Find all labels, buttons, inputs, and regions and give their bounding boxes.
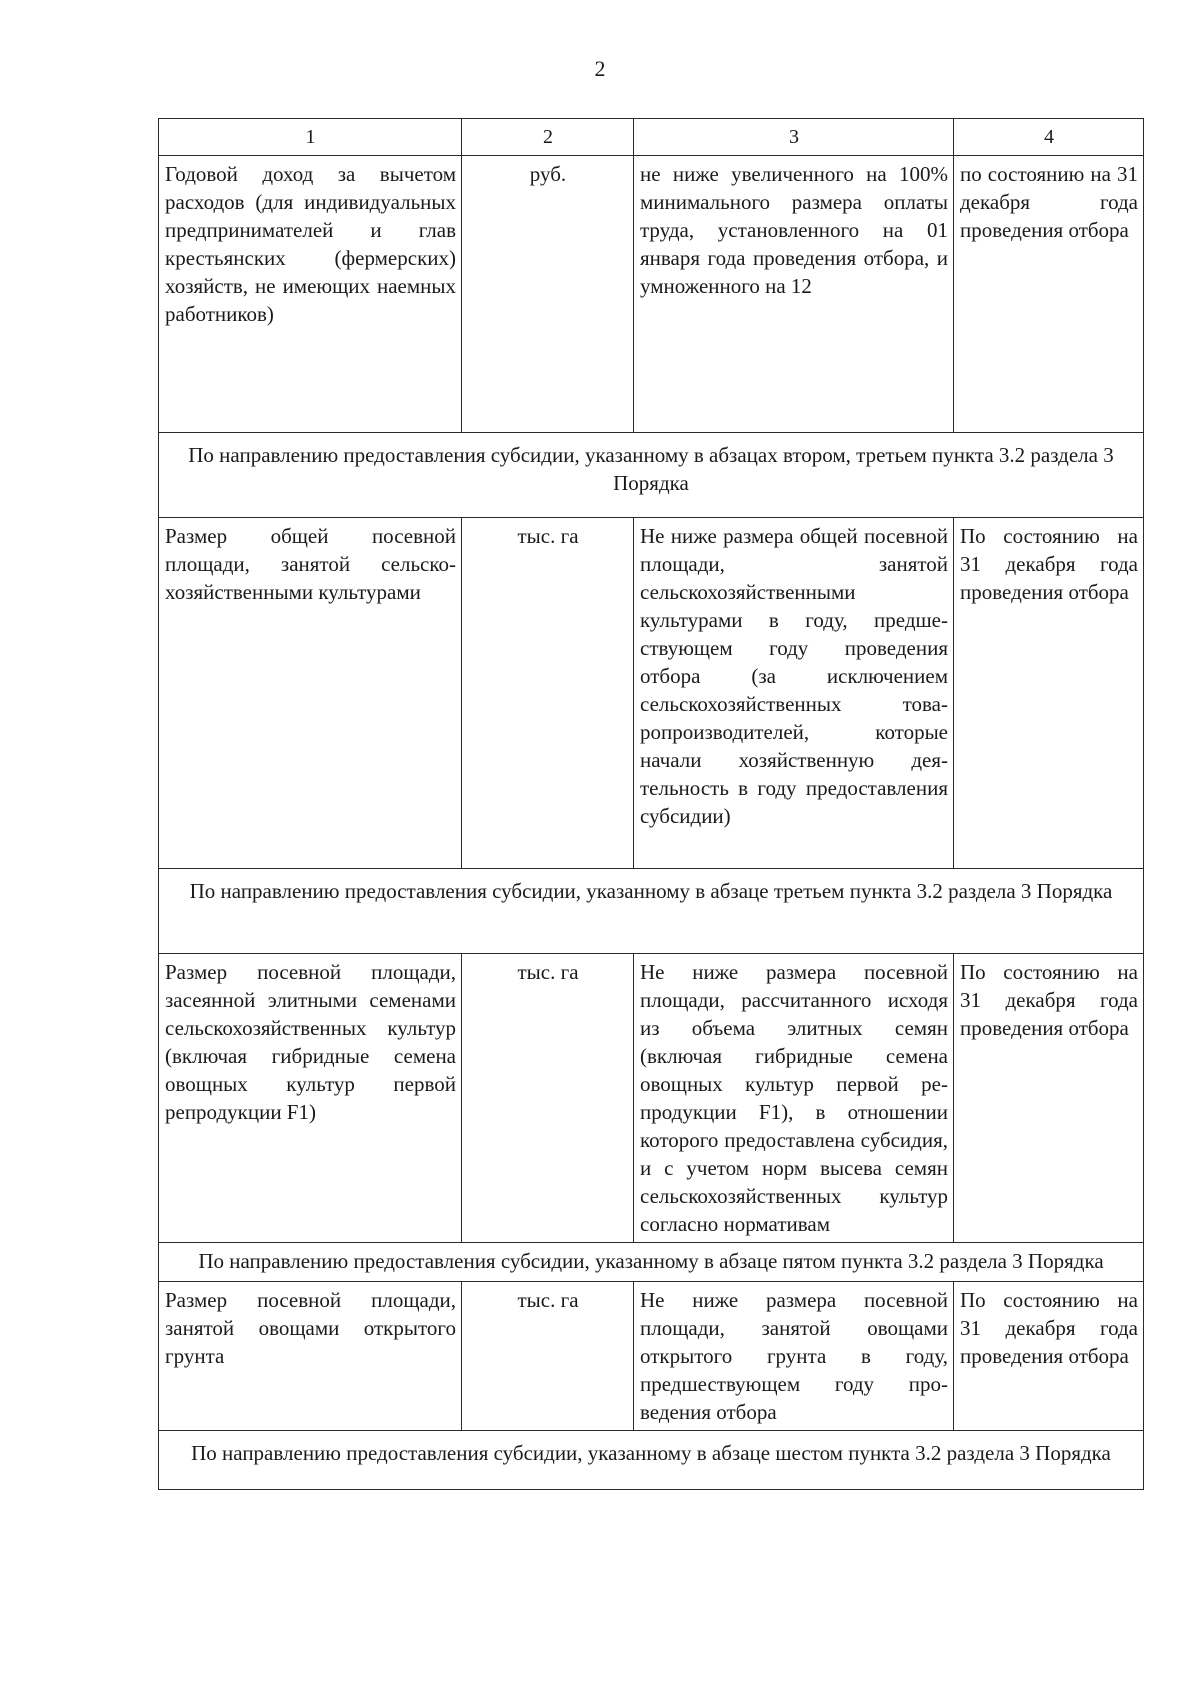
- criteria-table: [158, 118, 1144, 1490]
- section-row: [159, 869, 1144, 954]
- value-cell: Не ниже размера общей посевной площади, занятой сельскохозяйственными культурами в году, предшествующем году проведения отбора (за исключением сельскохозяйственных товаропроизводителей, которые начали хозяйственную деятельность в году предоставления субсидии): [634, 518, 954, 869]
- section-row: [159, 1243, 1144, 1282]
- date-cell: По состоянию на 31 декабря года проведения отбора: [954, 518, 1144, 869]
- value-cell: Не ниже размера посевной площади, рассчитанного исходя из объема элитных семян (включая гибридные семена овощных культур первой репродукции F1), в отношении которого предоставлена субсидия, и с учетом норм высева семян сельскохозяйственных культур согласно нормативам: [634, 954, 954, 1243]
- indicator-cell: Годовой доход за вычетом расходов (для индивидуальных предпринимателей и глав крестьянских (фермерских) хозяйств, не имеющих наемных работников): [159, 156, 462, 433]
- table-header-row: [159, 119, 1144, 156]
- indicator-cell: Размер общей посевной площади, занятой сельскохозяйственными культурами: [159, 518, 462, 869]
- column-header: 1: [159, 119, 462, 156]
- date-cell: По состоянию на 31 декабря года проведения отбора: [954, 1282, 1144, 1431]
- date-cell: по состоянию на 31 декабря года проведения отбора: [954, 156, 1144, 433]
- column-header: 2: [462, 119, 634, 156]
- indicator-cell: Размер посевной площади, засеянной элитными семенами сельскохозяйственных культур (включая гибридные семена овощных культур первой репродукции F1): [159, 954, 462, 1243]
- page-number: 2: [594, 56, 606, 81]
- unit-cell: тыс. га: [462, 1282, 634, 1431]
- unit-cell: тыс. га: [462, 518, 634, 869]
- section-heading: По направлению предоставления субсидии, указанному в абзаце шестом пункта 3.2 раздела 3 Порядка: [159, 1431, 1144, 1490]
- section-row: [159, 433, 1144, 518]
- column-header: 4: [954, 119, 1144, 156]
- value-cell: Не ниже размера посевной площади, занятой овощами открытого грунта в году, предшествующем году проведения отбора: [634, 1282, 954, 1431]
- section-heading: По направлению предоставления субсидии, указанному в абзацах втором, третьем пункта 3.2 раздела 3 Порядка: [159, 433, 1144, 518]
- column-header: 3: [634, 119, 954, 156]
- table-row: [159, 156, 1144, 433]
- section-heading: По направлению предоставления субсидии, указанному в абзаце третьем пункта 3.2 раздела 3 Порядка: [159, 869, 1144, 954]
- table-row: [159, 954, 1144, 1243]
- unit-cell: руб.: [462, 156, 634, 433]
- table-row: [159, 1282, 1144, 1431]
- value-cell: не ниже увеличенного на 100% минимального размера оплаты труда, установленного на 01 января года проведения отбора, и умноженного на 12: [634, 156, 954, 433]
- section-heading: По направлению предоставления субсидии, указанному в абзаце пятом пункта 3.2 раздела 3 Порядка: [159, 1243, 1144, 1282]
- date-cell: По состоянию на 31 декабря года проведения отбора: [954, 954, 1144, 1243]
- table-row: [159, 518, 1144, 869]
- unit-cell: тыс. га: [462, 954, 634, 1243]
- indicator-cell: Размер посевной площади, занятой овощами открытого грунта: [159, 1282, 462, 1431]
- section-row: [159, 1431, 1144, 1490]
